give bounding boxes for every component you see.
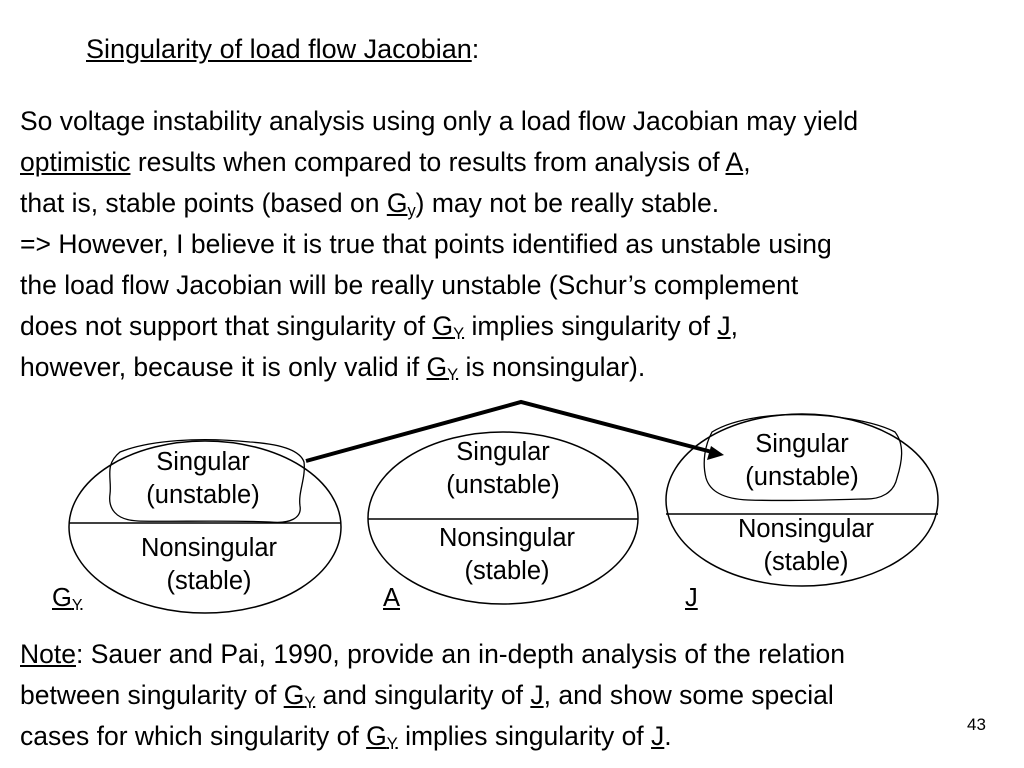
j-nonsingular-text: Nonsingular (737, 515, 875, 543)
gy-singular-text: Singular (156, 448, 250, 476)
symbol-gy (366, 721, 398, 754)
j-stable-text: (stable) (763, 548, 849, 576)
subscript-y: Y (447, 366, 459, 385)
body-line-2-end: , (743, 147, 751, 177)
subscript-y: Y (386, 735, 398, 754)
symbol-g: G (432, 311, 454, 341)
symbol-j: J (717, 311, 731, 341)
j-unstable-text: (unstable) (745, 463, 859, 491)
a-matrix-label (383, 583, 400, 613)
title-text: Singularity of load flow Jacobian (86, 34, 472, 64)
symbol-j: J (685, 584, 698, 612)
note-line-2 (20, 675, 1010, 716)
body-line-1: So voltage instability analysis using only a load flow Jacobian may yield (20, 106, 859, 136)
page-number: 43 (967, 715, 986, 734)
j-singular-label (727, 428, 877, 494)
note-text (20, 634, 1010, 757)
arrowhead-icon (707, 446, 724, 460)
note-line-2-pre: between singularity of (20, 680, 284, 710)
note-line-1 (20, 634, 1010, 675)
note-line-3-pre: cases for which singularity of (20, 721, 367, 751)
symbol-j: J (530, 680, 544, 710)
body-line-5: the load flow Jacobian will be really unstable (Schur’s complement (20, 270, 799, 300)
body-line-6-end: , (730, 311, 739, 341)
body-line-6-mid: implies singularity of (464, 311, 718, 341)
subscript-y: Y (453, 325, 465, 344)
optimistic-word: optimistic (20, 147, 131, 177)
note-line-1-rest: : Sauer and Pai, 1990, provide an in-depth analysis of the relation (75, 639, 845, 669)
symbol-g: G (386, 188, 408, 218)
symbol-gy (283, 680, 316, 713)
symbol-a: A (725, 147, 744, 177)
a-singular-label (428, 436, 578, 502)
symbol-g: G (283, 680, 305, 710)
note-line-3-end: . (664, 721, 672, 751)
gy-singular-label (128, 446, 278, 512)
subscript-y: Y (304, 694, 316, 713)
symbol-g: G (366, 721, 387, 751)
subscript-y: y (407, 202, 416, 221)
title-colon: : (471, 34, 480, 64)
body-line-3-post: ) may not be really stable. (415, 188, 720, 218)
j-singular-text: Singular (755, 430, 849, 458)
a-stable-text: (stable) (464, 557, 550, 585)
body-line-4: => However, I believe it is true that points identified as unstable using (20, 229, 832, 259)
body-line-6-pre: does not support that singularity of (20, 311, 433, 341)
gy-stable-text: (stable) (166, 567, 252, 595)
a-singular-text: Singular (456, 438, 550, 466)
symbol-g: G (52, 584, 72, 612)
note-line-3-mid: implies singularity of (397, 721, 652, 751)
note-line-2-mid: and singularity of (315, 680, 531, 710)
body-line-3-pre: that is, stable points (based on (20, 188, 387, 218)
gy-matrix-label (52, 583, 82, 613)
j-nonsingular-label (717, 513, 895, 579)
note-label: Note (20, 639, 76, 669)
body-line-7-post: is nonsingular). (458, 352, 646, 382)
body-line-2-mid: results when compared to results from analysis of (130, 147, 726, 177)
j-matrix-label (685, 583, 698, 613)
a-unstable-text: (unstable) (446, 471, 560, 499)
a-nonsingular-label (418, 522, 596, 588)
gy-nonsingular-text: Nonsingular (140, 534, 278, 562)
symbol-j: J (651, 721, 665, 751)
note-line-2-post: , and show some special (543, 680, 834, 710)
note-line-3 (20, 716, 1010, 757)
symbol-gy (52, 584, 82, 612)
subscript-y: Y (71, 596, 83, 614)
symbol-a: A (383, 584, 401, 612)
gy-nonsingular-label (120, 532, 298, 598)
body-line-7-pre: however, because it is only valid if (20, 352, 427, 382)
symbol-g: G (426, 352, 448, 382)
a-nonsingular-text: Nonsingular (438, 524, 576, 552)
gy-unstable-text: (unstable) (146, 481, 260, 509)
